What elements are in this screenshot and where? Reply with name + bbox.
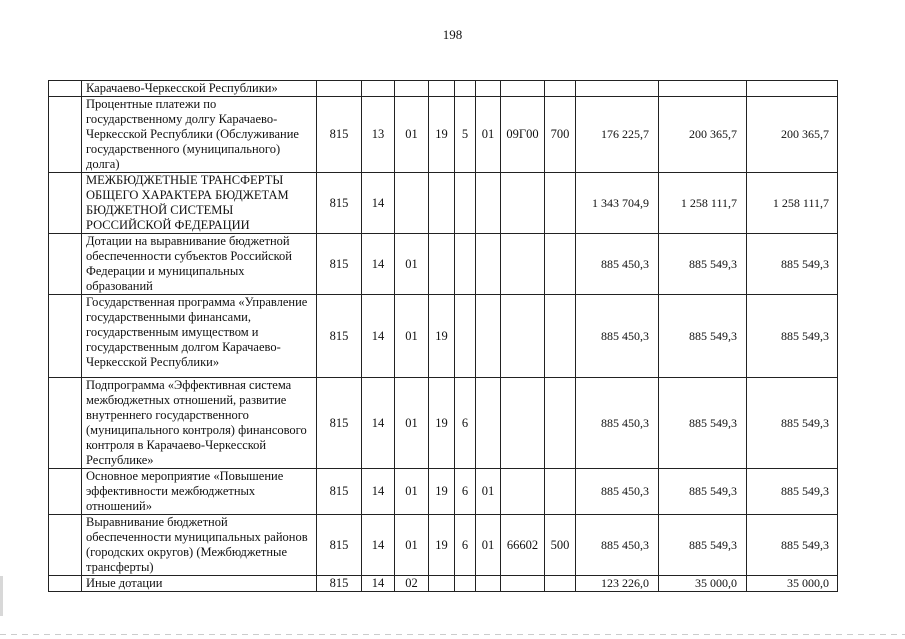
value-year-2: 35 000,0 bbox=[659, 576, 747, 592]
code-subsection: 01 bbox=[395, 515, 429, 576]
code-event: 01 bbox=[476, 515, 501, 576]
row-name: Подпрограмма «Эффективная система межбюджетных отношений, развитие внутреннего государственного (муниципального контроля) финансового контроля в Карачаево-Черкесской Республике» bbox=[82, 378, 317, 469]
value-year-3: 35 000,0 bbox=[747, 576, 838, 592]
code-section: 14 bbox=[362, 378, 395, 469]
value-year-2 bbox=[659, 81, 747, 97]
value-year-1: 885 450,3 bbox=[576, 469, 659, 515]
code-direction bbox=[501, 378, 545, 469]
code-event bbox=[476, 234, 501, 295]
code-section: 13 bbox=[362, 97, 395, 173]
row-number-cell bbox=[49, 81, 82, 97]
value-year-1: 123 226,0 bbox=[576, 576, 659, 592]
code-program bbox=[429, 234, 455, 295]
code-expense-type bbox=[545, 295, 576, 378]
scan-edge-mark bbox=[0, 576, 3, 616]
code-program: 19 bbox=[429, 378, 455, 469]
code-section: 14 bbox=[362, 469, 395, 515]
code-ministry bbox=[317, 81, 362, 97]
row-name: Дотации на выравнивание бюджетной обеспеченности субъектов Российской Федерации и муниципальных образований bbox=[82, 234, 317, 295]
table-row bbox=[49, 234, 838, 295]
code-program bbox=[429, 81, 455, 97]
row-name: Иные дотации bbox=[82, 576, 317, 592]
row-name: МЕЖБЮДЖЕТНЫЕ ТРАНСФЕРТЫ ОБЩЕГО ХАРАКТЕРА БЮДЖЕТАМ БЮДЖЕТНОЙ СИСТЕМЫ РОССИЙСКОЙ ФЕДЕРАЦИИ bbox=[82, 173, 317, 234]
code-event bbox=[476, 173, 501, 234]
value-year-3: 1 258 111,7 bbox=[747, 173, 838, 234]
budget-table bbox=[48, 80, 838, 592]
table-row bbox=[49, 515, 838, 576]
code-subprogram bbox=[455, 295, 476, 378]
code-subprogram: 5 bbox=[455, 97, 476, 173]
value-year-2: 885 549,3 bbox=[659, 234, 747, 295]
code-program: 19 bbox=[429, 295, 455, 378]
code-section: 14 bbox=[362, 295, 395, 378]
row-number-cell bbox=[49, 378, 82, 469]
code-subsection: 01 bbox=[395, 234, 429, 295]
row-number-cell bbox=[49, 515, 82, 576]
row-number-cell bbox=[49, 234, 82, 295]
value-year-2: 885 549,3 bbox=[659, 378, 747, 469]
row-name: Основное мероприятие «Повышение эффективности межбюджетных отношений» bbox=[82, 469, 317, 515]
value-year-3 bbox=[747, 81, 838, 97]
code-subsection: 01 bbox=[395, 295, 429, 378]
code-section: 14 bbox=[362, 515, 395, 576]
code-subsection: 01 bbox=[395, 378, 429, 469]
code-direction bbox=[501, 234, 545, 295]
table-row bbox=[49, 173, 838, 234]
value-year-1: 885 450,3 bbox=[576, 295, 659, 378]
code-event: 01 bbox=[476, 469, 501, 515]
code-program: 19 bbox=[429, 515, 455, 576]
row-number-cell bbox=[49, 576, 82, 592]
code-direction bbox=[501, 295, 545, 378]
table-row bbox=[49, 81, 838, 97]
code-event bbox=[476, 378, 501, 469]
row-name: Государственная программа «Управление государственными финансами, государственным имуществом и государственным долгом Карачаево-Черкесской Республики» bbox=[82, 295, 317, 378]
code-subprogram bbox=[455, 173, 476, 234]
code-ministry: 815 bbox=[317, 173, 362, 234]
code-ministry: 815 bbox=[317, 576, 362, 592]
code-program: 19 bbox=[429, 469, 455, 515]
code-direction bbox=[501, 173, 545, 234]
code-direction: 66602 bbox=[501, 515, 545, 576]
code-section: 14 bbox=[362, 576, 395, 592]
code-direction bbox=[501, 576, 545, 592]
code-event bbox=[476, 576, 501, 592]
code-program: 19 bbox=[429, 97, 455, 173]
code-ministry: 815 bbox=[317, 234, 362, 295]
code-direction: 09Г00 bbox=[501, 97, 545, 173]
row-name: Процентные платежи по государственному долгу Карачаево-Черкесской Республики (Обслуживание государственного (муниципального) долга) bbox=[82, 97, 317, 173]
code-ministry: 815 bbox=[317, 378, 362, 469]
value-year-2: 1 258 111,7 bbox=[659, 173, 747, 234]
code-ministry: 815 bbox=[317, 295, 362, 378]
code-subprogram: 6 bbox=[455, 378, 476, 469]
table-row bbox=[49, 469, 838, 515]
code-program bbox=[429, 173, 455, 234]
code-subprogram bbox=[455, 81, 476, 97]
code-subprogram bbox=[455, 234, 476, 295]
code-subsection: 02 bbox=[395, 576, 429, 592]
value-year-2: 885 549,3 bbox=[659, 515, 747, 576]
value-year-3: 885 549,3 bbox=[747, 469, 838, 515]
code-subsection bbox=[395, 81, 429, 97]
code-ministry: 815 bbox=[317, 97, 362, 173]
code-subsection: 01 bbox=[395, 469, 429, 515]
code-event bbox=[476, 295, 501, 378]
table-row bbox=[49, 576, 838, 592]
code-ministry: 815 bbox=[317, 515, 362, 576]
code-ministry: 815 bbox=[317, 469, 362, 515]
value-year-3: 200 365,7 bbox=[747, 97, 838, 173]
row-name: Выравнивание бюджетной обеспеченности муниципальных районов (городских округов) (Межбюджетные трансферты) bbox=[82, 515, 317, 576]
row-number-cell bbox=[49, 173, 82, 234]
code-direction bbox=[501, 81, 545, 97]
table-row bbox=[49, 378, 838, 469]
code-event bbox=[476, 81, 501, 97]
value-year-1: 1 343 704,9 bbox=[576, 173, 659, 234]
scan-bottom-line bbox=[0, 634, 905, 635]
value-year-3: 885 549,3 bbox=[747, 515, 838, 576]
value-year-3: 885 549,3 bbox=[747, 234, 838, 295]
code-event: 01 bbox=[476, 97, 501, 173]
code-expense-type: 700 bbox=[545, 97, 576, 173]
code-expense-type: 500 bbox=[545, 515, 576, 576]
value-year-2: 885 549,3 bbox=[659, 469, 747, 515]
row-name: Карачаево-Черкесской Республики» bbox=[82, 81, 317, 97]
value-year-1 bbox=[576, 81, 659, 97]
table-row bbox=[49, 97, 838, 173]
code-program bbox=[429, 576, 455, 592]
code-subprogram: 6 bbox=[455, 515, 476, 576]
code-direction bbox=[501, 469, 545, 515]
code-expense-type bbox=[545, 81, 576, 97]
code-section: 14 bbox=[362, 173, 395, 234]
value-year-1: 885 450,3 bbox=[576, 234, 659, 295]
code-subprogram bbox=[455, 576, 476, 592]
value-year-1: 176 225,7 bbox=[576, 97, 659, 173]
code-section: 14 bbox=[362, 234, 395, 295]
code-expense-type bbox=[545, 234, 576, 295]
row-number-cell bbox=[49, 469, 82, 515]
code-subsection: 01 bbox=[395, 97, 429, 173]
row-number-cell bbox=[49, 97, 82, 173]
table-row bbox=[49, 295, 838, 378]
value-year-1: 885 450,3 bbox=[576, 515, 659, 576]
code-expense-type bbox=[545, 173, 576, 234]
value-year-3: 885 549,3 bbox=[747, 295, 838, 378]
code-subprogram: 6 bbox=[455, 469, 476, 515]
code-section bbox=[362, 81, 395, 97]
row-number-cell bbox=[49, 295, 82, 378]
value-year-2: 200 365,7 bbox=[659, 97, 747, 173]
code-expense-type bbox=[545, 469, 576, 515]
page-number: 198 bbox=[442, 27, 463, 42]
value-year-3: 885 549,3 bbox=[747, 378, 838, 469]
value-year-1: 885 450,3 bbox=[576, 378, 659, 469]
code-expense-type bbox=[545, 576, 576, 592]
value-year-2: 885 549,3 bbox=[659, 295, 747, 378]
code-subsection bbox=[395, 173, 429, 234]
code-expense-type bbox=[545, 378, 576, 469]
